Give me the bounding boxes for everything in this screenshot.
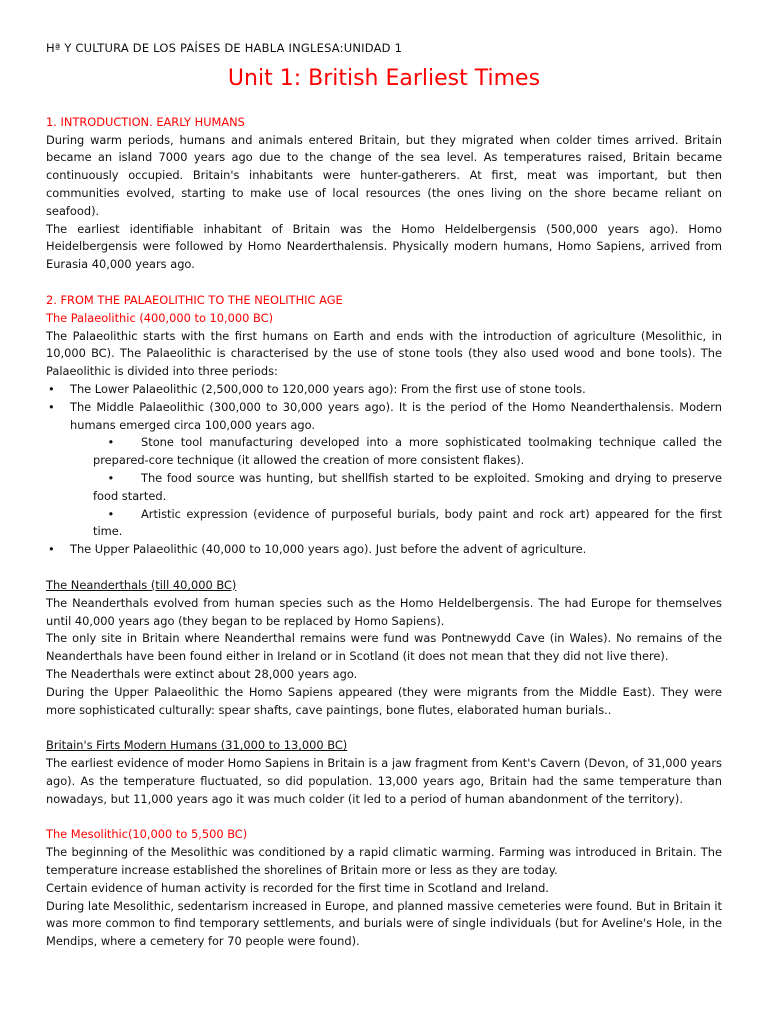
mesolithic-paragraph-1: The beginning of the Mesolithic was conditioned by a rapid climatic warming. Farming was introduced in Britain. The temperature increase established the shorelines of Britain more or less as they are today. — [46, 845, 722, 878]
palaeolithic-paragraph: The Palaeolithic starts with the first humans on Earth and ends with the introduction of agriculture (Mesolithic, in 10,000 BC). The Palaeolithic is characterised by the use of stone tools (they also used wood and bone tools). The Palaeolithic is divided into three periods: — [46, 328, 722, 379]
palaeolithic-periods-list — [46, 381, 722, 434]
neanderthals-paragraph-4: During the Upper Palaeolithic the Homo Sapiens appeared (they were migrants from the Middle East). They were more sophisticated culturally: spear shafts, cave paintings, bone flutes, elaborated human burials.. — [46, 684, 722, 717]
modern-humans-subheading: Britain's Firts Modern Humans (31,000 to 13,000 BC) — [46, 738, 348, 753]
mesolithic-subheading: The Mesolithic(10,000 to 5,500 BC) — [46, 827, 248, 842]
spacer — [46, 719, 722, 737]
list-item-upper-palaeolithic: • The Upper Palaeolithic (40,000 to 10,000 years ago). Just before the advent of agriculture. — [46, 541, 722, 559]
sub-list-item-text: Stone tool manufacturing developed into a more sophisticated toolmaking technique called the prepared-core technique (it allowed the creation of more consistent flakes). — [93, 435, 722, 468]
list-item-middle-palaeolithic — [46, 399, 722, 435]
neanderthals-paragraph-1: The Neanderthals evolved from human species such as the Homo Heldelbergensis. The had Europe for themselves until 40,000 years ago (they began to be replaced by Homo Sapiens). — [46, 595, 722, 628]
mesolithic-paragraph-2: Certain evidence of human activity is recorded for the first time in Scotland and Ireland. — [46, 880, 549, 895]
palaeolithic-periods-list-continued — [46, 541, 722, 559]
list-item-lower-palaeolithic: • The Lower Palaeolithic (2,500,000 to 120,000 years ago): From the first use of stone tools. — [46, 381, 722, 399]
section-1-paragraph-1: During warm periods, humans and animals entered Britain, but they migrated when colder times arrived. Britain became an island 7000 years ago due to the change of the sea level. As temperatures raised, Britain became continuously occupied. Britain's inhabitants were hunter-gatherers. At first, meat was important, but then communities evolved, starting to make use of local resources (the ones living on the shore became reliant on seafood). — [46, 132, 722, 218]
page-title: Unit 1: British Earliest Times — [227, 65, 541, 91]
spacer — [46, 274, 722, 292]
section-2-heading: 2. FROM THE PALAEOLITHIC TO THE NEOLITHIC AGE — [46, 292, 343, 307]
mesolithic-paragraph-3: During late Mesolithic, sedentarism increased in Europe, and planned massive cemeteries were found. But in Britain it was more common to find temporary settlements, and burials were of single individuals (but for Aveline's Hole, in the Mendips, where a cemetery for 70 people were found). — [46, 898, 722, 949]
section-1-heading: 1. INTRODUCTION. EARLY HUMANS — [46, 114, 245, 129]
palaeolithic-subheading: The Palaeolithic (400,000 to 10,000 BC) — [46, 310, 274, 325]
middle-palaeolithic-text: The Middle Palaeolithic (300,000 to 30,000 years ago). It is the period of the Homo Neanderthalensis. Modern humans emerged circa 100,000 years ago. — [70, 399, 722, 432]
spacer — [46, 808, 722, 826]
sub-list-item-text: Artistic expression (evidence of purposeful burials, body paint and rock art) appeared for the first time. — [93, 506, 722, 539]
spacer — [46, 559, 722, 577]
modern-humans-paragraph: The earliest evidence of moder Homo Sapiens in Britain is a jaw fragment from Kent's Cavern (Devon, of 31,000 years ago). As the temperature fluctuated, so did population. 13,000 years ago, Britain had the same temperature than nowadays, but 11,000 years ago it was much colder (it led to a period of human abandonment of the territory). — [46, 756, 722, 806]
sub-list-item: • Artistic expression (evidence of purposeful burials, body paint and rock art) appeared for the first time. — [93, 506, 722, 539]
sub-list-item: • The food source was hunting, but shellfish started to be exploited. Smoking and drying to preserve food started. — [93, 470, 722, 503]
neanderthals-paragraph-2: The only site in Britain where Neanderthal remains were fund was Pontnewydd Cave (in Wales). No remains of the Neanderthals have been found either in Ireland or in Scotland (it does not mean that they did not live there). — [46, 631, 722, 664]
running-head: Hª Y CULTURA DE LOS PAÍSES DE HABLA INGLESA:UNIDAD 1 — [46, 41, 403, 55]
middle-palaeolithic-sublist — [46, 434, 722, 541]
section-1-paragraph-2: The earliest identifiable inhabitant of Britain was the Homo Heldelbergensis (500,000 years ago). Homo Heidelbergensis were followed by Homo Nearderthalensis. Physically modern humans, Homo Sapiens, arrived from Eurasia 40,000 years ago. — [46, 221, 722, 272]
sub-list-item: • Stone tool manufacturing developed into a more sophisticated toolmaking technique called the prepared-core technique (it allowed the creation of more consistent flakes). — [93, 435, 722, 468]
neanderthals-paragraph-3: The Neaderthals were extinct about 28,000 years ago. — [46, 666, 358, 681]
neanderthals-subheading: The Neanderthals (till 40,000 BC) — [46, 577, 237, 592]
sub-list-item-text: The food source was hunting, but shellfish started to be exploited. Smoking and drying to preserve food started. — [93, 470, 722, 503]
